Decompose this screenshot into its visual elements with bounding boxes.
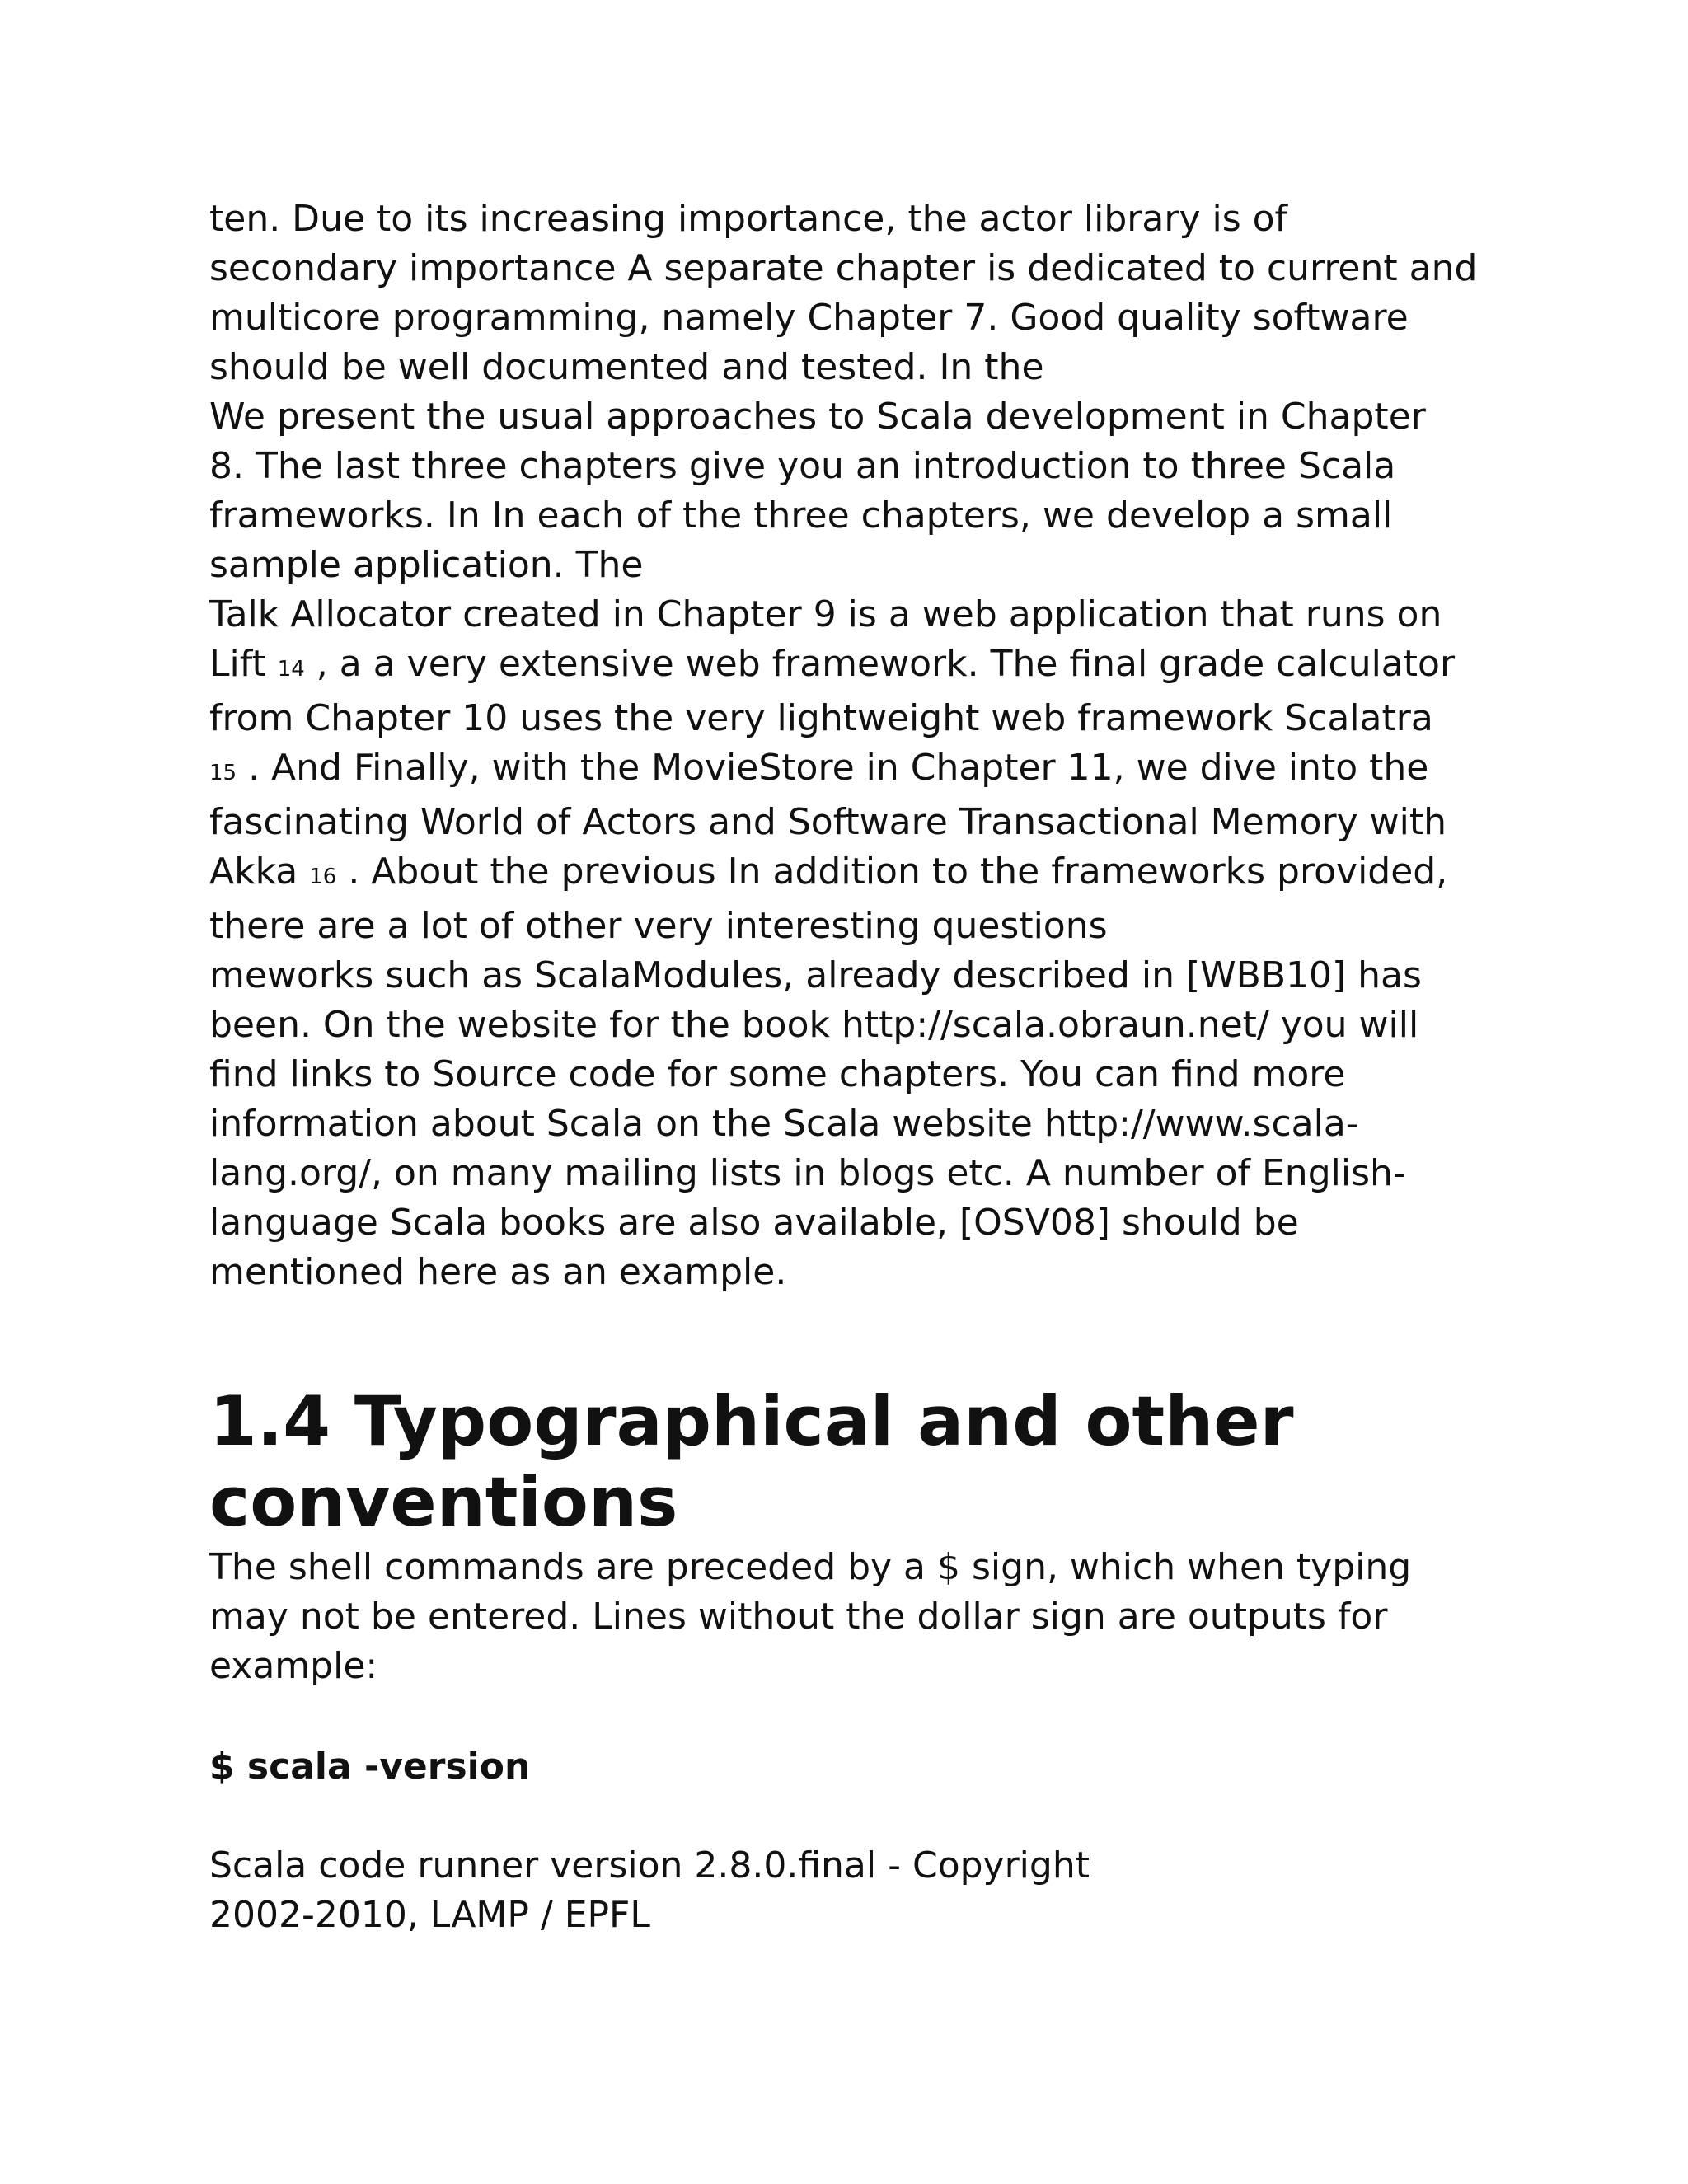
text-line: sample application. The [209,544,644,586]
text-line: may not be entered. Lines without the dollar sign are outputs for [209,1596,1388,1638]
text-line: meworks such as ScalaModules, already described in [WBB10] has [209,954,1422,996]
text-fragment: Akka [209,851,310,893]
heading-line: 1.4 Typographical and other [209,1381,1294,1461]
text-line: lang.org/, on many mailing lists in blogs etc. A number of English- [209,1152,1406,1194]
section-heading [209,1381,1495,1543]
text-fragment: . And Finally, with the MovieStore in Chapter 11, we dive into the [237,747,1429,789]
text-line: 8. The last three chapters give you an introduction to three Scala [209,445,1396,487]
text-line: mentioned here as an example. [209,1251,787,1293]
text-line: multicore programming, namely Chapter 7. Good quality software [209,297,1409,339]
footnote-marker: 16 [309,865,337,889]
output-line: Scala code runner version 2.8.0.final - Copyright [209,1844,1090,1886]
text-line: The shell commands are preceded by a $ sign, which when typing [209,1546,1412,1588]
text-line: from Chapter 10 uses the very lightweight web framework Scalatra [209,697,1433,739]
text-fragment: . About the previous In addition to the frameworks provided, [336,851,1448,893]
text-line: fascinating World of Actors and Software Transactional Memory with [209,801,1447,843]
text-line: Talk Allocator created in Chapter 9 is a web application that runs on [209,593,1442,635]
text-line: find links to Source code for some chapters. You can find more [209,1053,1346,1095]
text-line [209,743,1495,798]
text-fragment: , a a very extensive web framework. The final grade calculator [304,643,1456,685]
shell-command: $ scala -version [209,1746,531,1788]
text-line: been. On the website for the book http://scala.obraun.net/ you will [209,1004,1419,1046]
text-line [209,640,1495,694]
text-line: ten. Due to its increasing importance, the actor library is of [209,198,1288,240]
text-line: there are a lot of other very interesting questions [209,905,1108,947]
footnote-marker: 15 [209,761,237,785]
document-page [209,194,1495,1940]
heading-line: conventions [209,1462,678,1542]
output-line: 2002-2010, LAMP / EPFL [209,1894,650,1936]
text-line: We present the usual approaches to Scala development in Chapter [209,396,1426,438]
text-line: secondary importance A separate chapter is dedicated to current and [209,247,1478,289]
section-intro [209,1543,1495,1691]
text-line: frameworks. In In each of the three chapters, we develop a small [209,494,1393,537]
text-line: language Scala books are also available, [OSV08] should be [209,1202,1299,1244]
text-line: should be well documented and tested. In the [209,346,1044,388]
text-line: example: [209,1645,378,1687]
text-fragment: Lift [209,643,278,685]
text-line [209,847,1495,902]
command-output [209,1841,1495,1940]
body-text [209,194,1495,1297]
footnote-marker: 14 [277,657,305,682]
text-line: information about Scala on the Scala website http://www.scala- [209,1103,1359,1145]
